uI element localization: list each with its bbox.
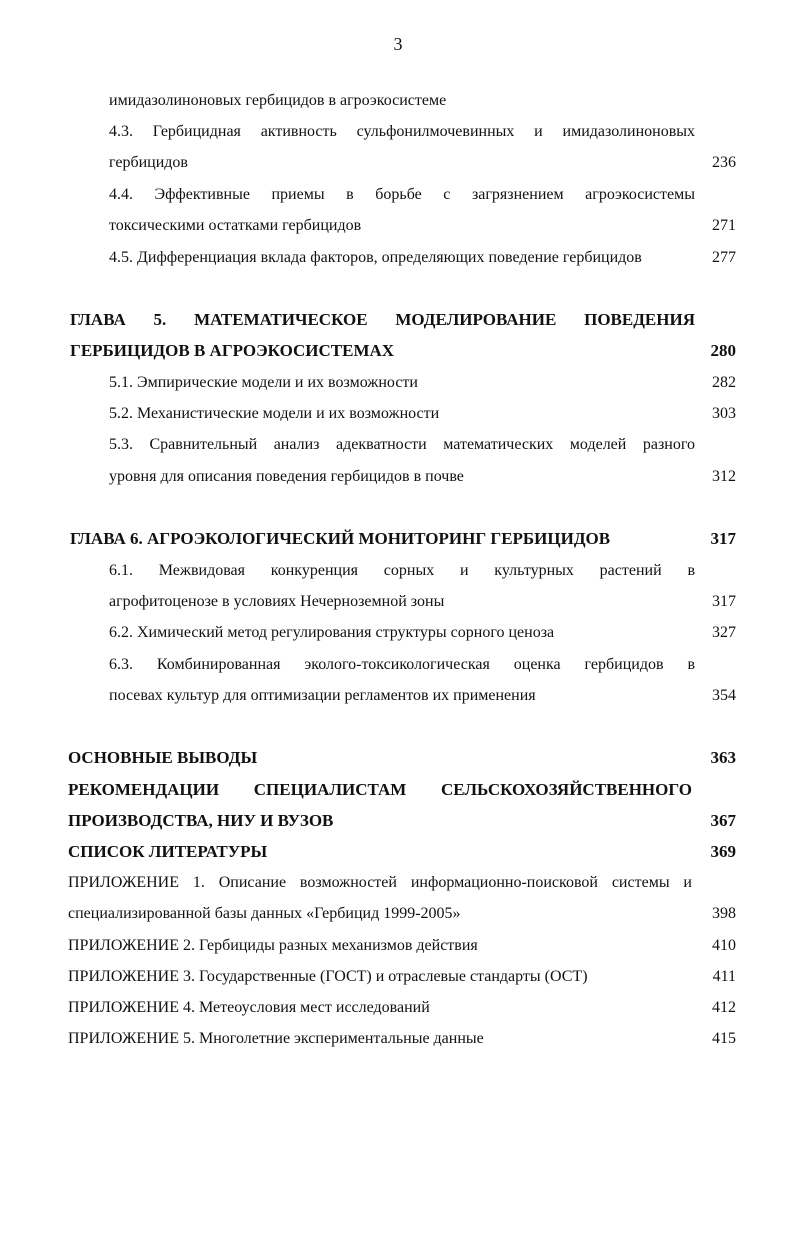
section-heading: СПИСОК ЛИТЕРАТУРЫ — [68, 842, 268, 861]
toc-entry-text: 6.2. Химический метод регулирования структуры сорного ценоза — [109, 624, 555, 641]
toc-entry-text: 6.3. Комбинированная эколого-токсикологическая оценка гербицидов в — [109, 656, 695, 673]
toc-page-number: 410 — [712, 937, 736, 954]
toc-page-number: 367 — [710, 811, 736, 830]
toc-page-number: 415 — [712, 1030, 736, 1047]
toc-entry-text: уровня для описания поведения гербицидов в почве — [109, 468, 464, 485]
toc-page-number: 363 — [710, 748, 736, 767]
toc-entry-text: ПРИЛОЖЕНИЕ 3. Государственные (ГОСТ) и отраслевые стандарты (ОСТ) — [68, 968, 588, 985]
toc-entry-text: токсическими остатками гербицидов — [109, 217, 362, 234]
toc-entry-text: ПРИЛОЖЕНИЕ 4. Метеоусловия мест исследований — [68, 999, 430, 1016]
toc-entry-text: агрофитоценозе в условиях Нечерноземной зоны — [109, 593, 445, 610]
toc-page-number: 280 — [710, 341, 736, 360]
section-heading: РЕКОМЕНДАЦИИ СПЕЦИАЛИСТАМ СЕЛЬСКОХОЗЯЙСТВЕННОГО — [68, 780, 692, 799]
toc-page-number: 271 — [712, 217, 736, 234]
toc-entry-text: 6.1. Межвидовая конкуренция сорных и культурных растений в — [109, 562, 695, 579]
toc-page-number: 369 — [710, 842, 736, 861]
toc-entry-text: имидазолиноновых гербицидов в агроэкосистеме — [109, 92, 447, 109]
toc-entry-text: 4.4. Эффективные приемы в борьбе с загрязнением агроэкосистемы — [109, 186, 695, 203]
toc-entry-text: ПРИЛОЖЕНИЕ 5. Многолетние экспериментальные данные — [68, 1030, 484, 1047]
toc-page-number: 354 — [712, 687, 736, 704]
toc-page-number: 317 — [712, 593, 736, 610]
toc-entry-text: посевах культур для оптимизации регламентов их применения — [109, 687, 536, 704]
chapter-heading: ГЕРБИЦИДОВ В АГРОЭКОСИСТЕМАХ — [70, 341, 395, 360]
toc-page-number: 303 — [712, 405, 736, 422]
toc-page-number: 412 — [712, 999, 736, 1016]
toc-page-number: 236 — [712, 154, 736, 171]
toc-entry-text: 5.3. Сравнительный анализ адекватности математических моделей разного — [109, 436, 695, 453]
toc-entry-text: 5.1. Эмпирические модели и их возможности — [109, 374, 418, 391]
section-heading: ПРОИЗВОДСТВА, НИУ И ВУЗОВ — [68, 811, 334, 830]
toc-page-number: 282 — [712, 374, 736, 391]
toc-page-number: 317 — [710, 529, 736, 548]
toc-entry-text: гербицидов — [109, 154, 188, 171]
toc-entry-text: 4.5. Дифференциация вклада факторов, определяющих поведение гербицидов — [109, 249, 642, 266]
toc-entry-text: ПРИЛОЖЕНИЕ 2. Гербициды разных механизмов действия — [68, 937, 478, 954]
toc-page-number: 277 — [712, 249, 736, 266]
toc-page-number: 312 — [712, 468, 736, 485]
toc-entry-text: ПРИЛОЖЕНИЕ 1. Описание возможностей информационно-поисковой системы и — [68, 874, 692, 891]
toc-entry-text: 5.2. Механистические модели и их возможности — [109, 405, 440, 422]
chapter-heading: ГЛАВА 6. АГРОЭКОЛОГИЧЕСКИЙ МОНИТОРИНГ ГЕРБИЦИДОВ — [70, 529, 611, 548]
chapter-heading: ГЛАВА 5. МАТЕМАТИЧЕСКОЕ МОДЕЛИРОВАНИЕ ПОВЕДЕНИЯ — [70, 310, 695, 329]
toc-entry-text: 4.3. Гербицидная активность сульфонилмочевинных и имидазолиноновых — [109, 123, 695, 140]
section-heading: ОСНОВНЫЕ ВЫВОДЫ — [68, 748, 258, 767]
toc-entry-text: специализированной базы данных «Гербицид 1999-2005» — [68, 905, 461, 922]
page-number: 3 — [393, 34, 403, 54]
toc-page-number: 327 — [712, 624, 736, 641]
toc-page-number: 411 — [712, 968, 736, 985]
toc-page-number: 398 — [712, 905, 736, 922]
